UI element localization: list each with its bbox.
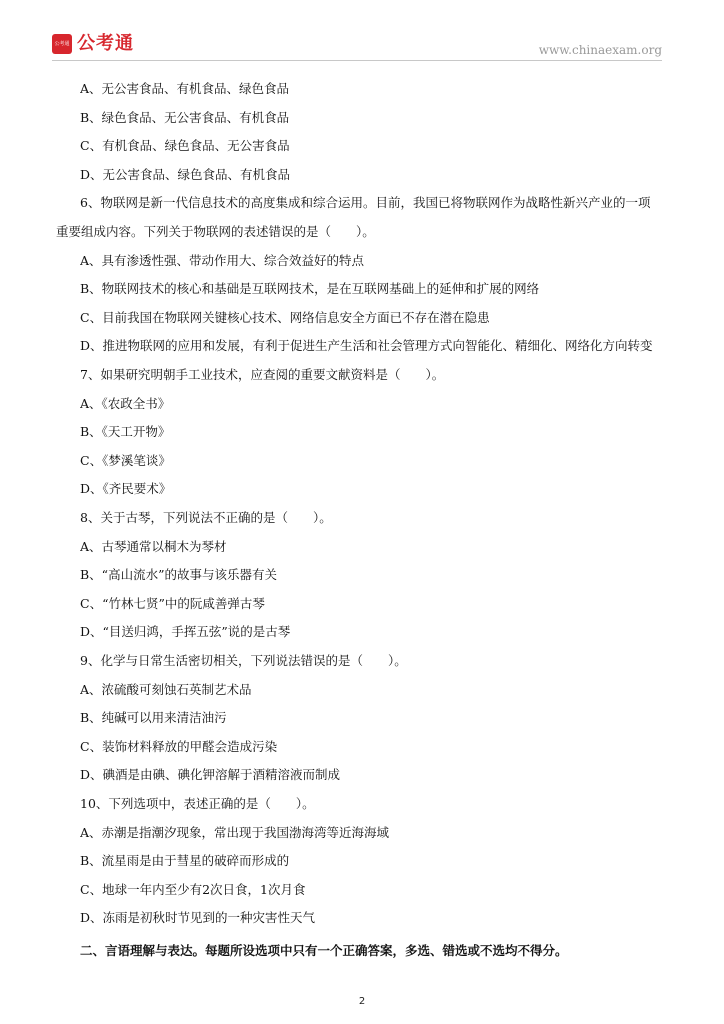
logo-badge: 公考通 xyxy=(52,34,72,54)
question-stem: 6、物联网是新一代信息技术的高度集成和综合运用。目前，我国已将物联网作为战略性新兴产业的一项 xyxy=(80,195,651,211)
section-heading: 二、言语理解与表达。每题所设选项中只有一个正确答案，多选、错选或不选均不得分。 xyxy=(80,943,568,958)
logo-text: 公考通 xyxy=(77,33,134,54)
question-stem: 10、下列选项中，表述正确的是（ ）。 xyxy=(80,796,315,811)
answer-option: C、装饰材料释放的甲醛会造成污染 xyxy=(80,738,278,754)
site-url: www.chinaexam.org xyxy=(538,43,662,57)
question-stem: 8、关于古琴，下列说法不正确的是（ ）。 xyxy=(80,510,332,525)
question-stem: 7、如果研究明朝手工业技术，应查阅的重要文献资料是（ ）。 xyxy=(80,367,445,382)
answer-option: C、有机食品、绿色食品、无公害食品 xyxy=(80,138,290,154)
answer-option: C、“竹林七贤”中的阮咸善弹古琴 xyxy=(80,595,265,611)
answer-option: B、物联网技术的核心和基础是互联网技术，是在互联网基础上的延伸和扩展的网络 xyxy=(80,281,540,297)
answer-option: D、冻雨是初秋时节见到的一种灾害性天气 xyxy=(80,910,316,926)
answer-option: C、目前我国在物联网关键核心技术、网络信息安全方面已不存在潜在隐患 xyxy=(80,309,490,325)
answer-option: B、流星雨是由于彗星的破碎而形成的 xyxy=(80,853,290,869)
answer-option: D、无公害食品、绿色食品、有机食品 xyxy=(80,166,291,182)
answer-option: A、古琴通常以桐木为琴材 xyxy=(80,538,227,554)
answer-option: B、《天工开物》 xyxy=(80,424,171,440)
answer-option: A、《农政全书》 xyxy=(80,395,171,411)
question-stem: 9、化学与日常生活密切相关，下列说法错误的是（ ）。 xyxy=(80,653,407,668)
answer-option: D、碘酒是由碘、碘化钾溶解于酒精溶液而制成 xyxy=(80,767,341,783)
answer-option: A、赤潮是指潮汐现象，常出现于我国渤海湾等近海海域 xyxy=(80,824,390,840)
answer-option: D、《齐民要术》 xyxy=(80,481,172,497)
answer-option: B、“高山流水”的故事与该乐器有关 xyxy=(80,567,277,583)
answer-option: C、地球一年内至少有2次日食，1次月食 xyxy=(80,881,306,897)
answer-option: A、无公害食品、有机食品、绿色食品 xyxy=(80,81,290,96)
answer-option: C、《梦溪笔谈》 xyxy=(80,452,171,468)
answer-option: A、浓硫酸可刻蚀石英制艺术品 xyxy=(80,681,252,697)
answer-option: D、推进物联网的应用和发展，有利于促进生产生活和社会管理方式向智能化、精细化、网络化方向转变 xyxy=(80,338,653,354)
question-stem-continued: 重要组成内容。下列关于物联网的表述错误的是（ ）。 xyxy=(56,224,375,239)
page-number: 2 xyxy=(358,996,366,1007)
answer-option: D、“目送归鸿，手挥五弦”说的是古琴 xyxy=(80,624,291,640)
answer-option: B、绿色食品、无公害食品、有机食品 xyxy=(80,109,290,125)
answer-option: A、具有渗透性强、带动作用大、综合效益好的特点 xyxy=(80,252,365,268)
answer-option: B、纯碱可以用来清洁油污 xyxy=(80,710,227,726)
